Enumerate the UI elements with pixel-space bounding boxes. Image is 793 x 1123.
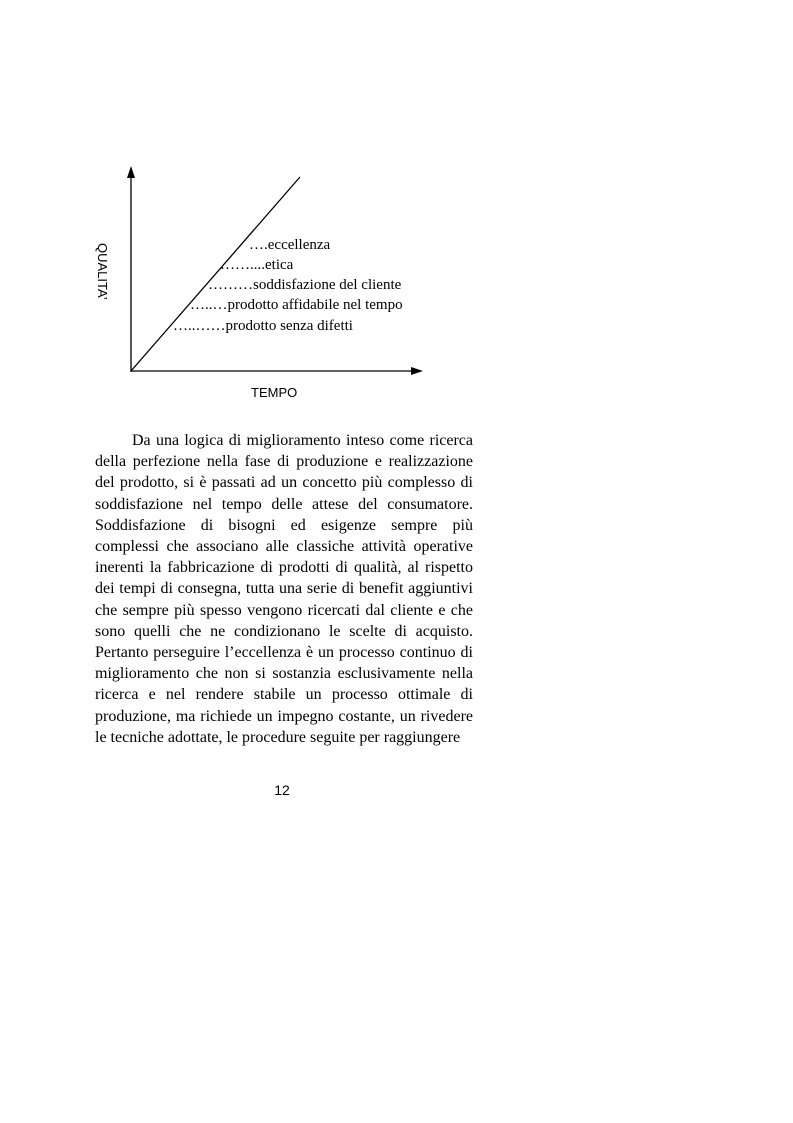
level-label-affidabile: …..…prodotto affidabile nel tempo <box>190 297 403 313</box>
quality-time-diagram <box>0 0 793 420</box>
page-number: 12 <box>274 782 290 798</box>
level-label-eccellenza: ….eccellenza <box>249 237 331 253</box>
level-label-soddisfazione: ………soddisfazione del cliente <box>208 277 402 293</box>
quality-growth-line <box>131 177 300 371</box>
body-paragraph: Da una logica di miglioramento inteso come ricerca della perfezione nella fase di produzione e realizzazione del prodotto, si è passati ad un concetto più complesso di soddisfazione nel tempo delle attese del consumatore. Soddisfazione di bisogni ed esigenze sempre più complessi che associano alle classiche attività operative inerenti la fabbricazione di prodotti di qualità, al rispetto dei tempi di consegna, tutta una serie di benefit aggiuntivi che sempre più spesso vengono ricercati dal cliente e che sono quelli che ne condizionano le scelte di acquisto. Pertanto perseguire l’eccellenza è un processo continuo di miglioramento che non si sostanzia esclusivamente nella ricerca e nel rendere stabile un processo ottimale di produzione, ma richiede un impegno costante, un rivedere le tecniche adottate, le procedure seguite per raggiungere <box>95 432 473 746</box>
x-axis-label: TEMPO <box>251 385 298 400</box>
body-text <box>95 430 473 748</box>
x-axis-arrow <box>411 367 423 375</box>
level-label-senza-difetti: …..……prodotto senza difetti <box>173 318 353 334</box>
y-axis-arrow <box>127 166 135 178</box>
level-label-etica: ……....etica <box>220 257 294 273</box>
y-axis-label: QUALITA’ <box>95 243 110 300</box>
